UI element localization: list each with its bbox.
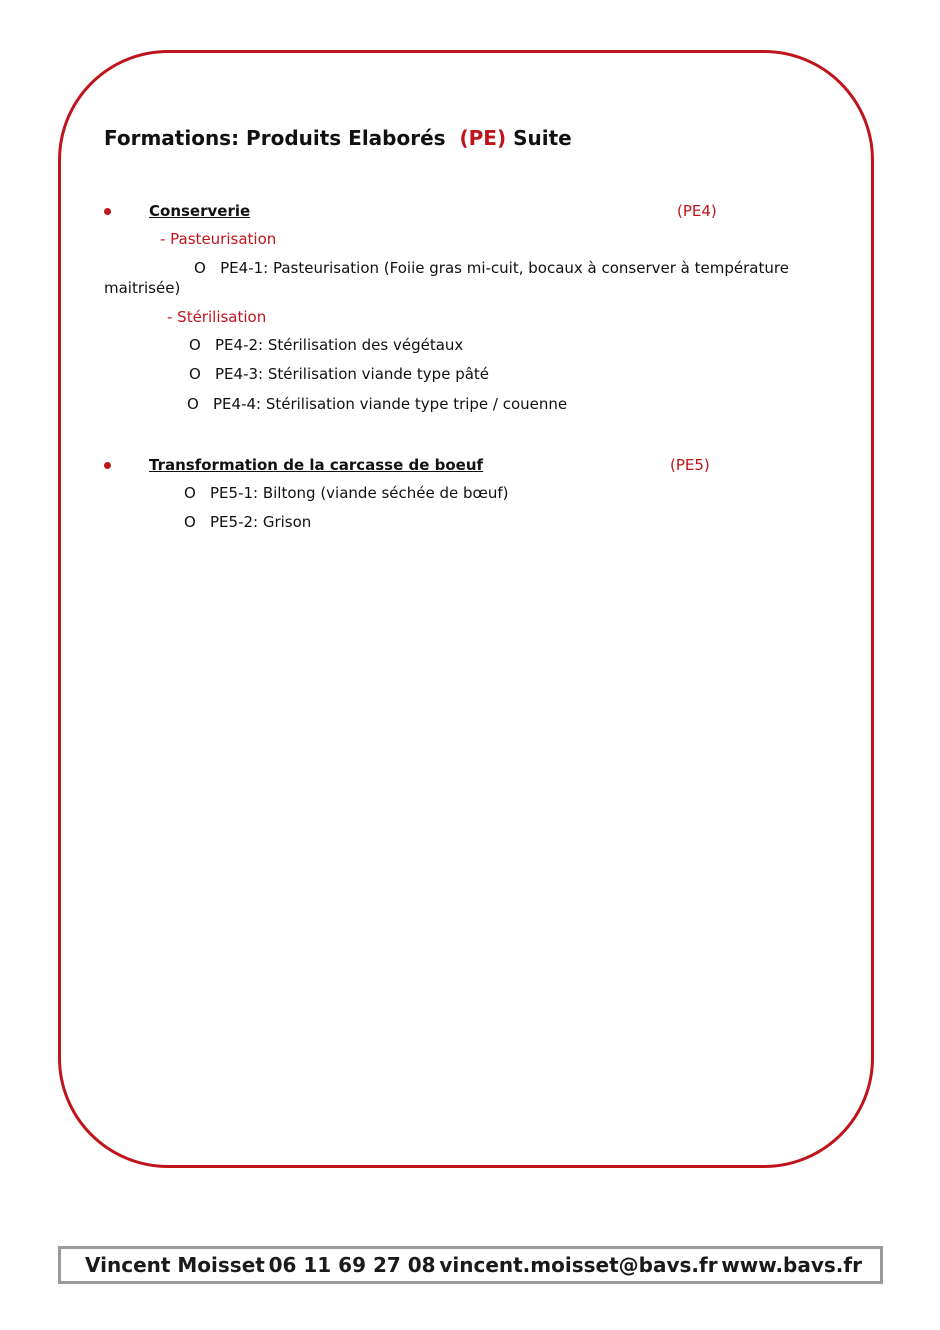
- item-text: PE5-2: Grison: [210, 513, 312, 531]
- bullet-icon: [104, 208, 111, 215]
- section-code-pe4: (PE4): [677, 202, 717, 220]
- item-marker: O: [184, 484, 196, 502]
- item-text: PE4-2: Stérilisation des végétaux: [215, 336, 464, 354]
- bullet-icon: [104, 462, 111, 469]
- footer-email: vincent.moisset@bavs.fr: [439, 1253, 718, 1277]
- item-text: PE4-1: Pasteurisation (Foiie gras mi-cuit, bocaux à conserver à température maitrisée): [104, 259, 789, 297]
- list-item-pe5-1: [184, 484, 508, 502]
- list-item-pe4-4: [187, 395, 567, 413]
- section-title-transformation: Transformation de la carcasse de boeuf: [149, 456, 484, 474]
- title-code: (PE): [459, 126, 507, 150]
- footer-contact-bar: [58, 1246, 883, 1284]
- subsection-sterilisation: - Stérilisation: [167, 308, 267, 326]
- list-item-pe4-3: [189, 365, 489, 383]
- item-text: PE4-4: Stérilisation viande type tripe / couenne: [213, 395, 568, 413]
- title-suffix: Suite: [513, 126, 572, 150]
- footer-name: Vincent Moisset: [85, 1253, 265, 1277]
- item-marker: O: [187, 395, 199, 413]
- item-text: PE5-1: Biltong (viande séchée de bœuf): [210, 484, 509, 502]
- item-marker: O: [194, 259, 206, 277]
- list-item-pe4-2: [189, 336, 463, 354]
- item-marker: O: [189, 336, 201, 354]
- item-marker: O: [189, 365, 201, 383]
- item-text: PE4-3: Stérilisation viande type pâté: [215, 365, 490, 383]
- subsection-pasteurisation: - Pasteurisation: [160, 230, 277, 248]
- list-item-pe5-2: [184, 513, 311, 531]
- section-code-pe5: (PE5): [670, 456, 710, 474]
- title-prefix: Formations: Produits Elaborés: [104, 126, 446, 150]
- footer-website: www.bavs.fr: [721, 1253, 862, 1277]
- footer-phone: 06 11 69 27 08: [268, 1253, 436, 1277]
- section-title-conserverie: Conserverie: [149, 202, 251, 220]
- item-marker: O: [184, 513, 196, 531]
- list-item-pe4-1: [104, 258, 824, 298]
- page-title: [104, 126, 572, 150]
